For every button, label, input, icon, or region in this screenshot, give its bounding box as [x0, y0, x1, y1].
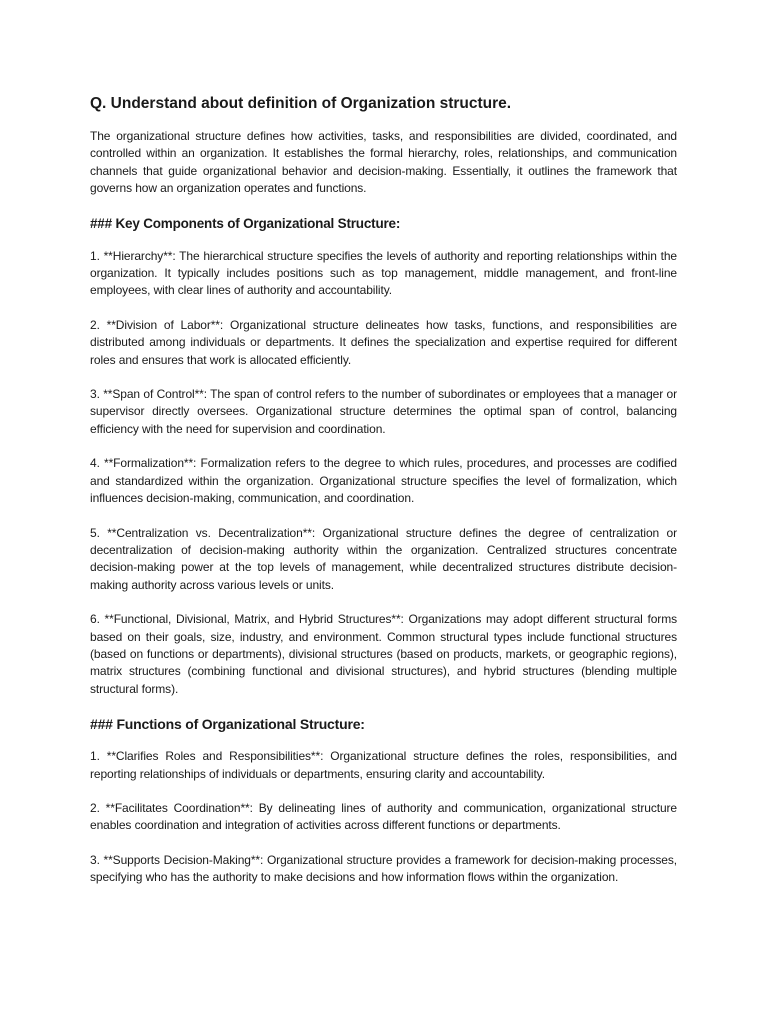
page-title: Q. Understand about definition of Organization structure.	[90, 95, 512, 112]
key-component-item-formalization: 4. **Formalization**: Formalization refers to the degree to which rules, procedures, and processes are codified and standardized within the organization. Organizational structure specifies the level of formalization, which influences decision-making, communication, and coordination.	[90, 456, 677, 506]
key-components-heading: ### Key Components of Organizational Structure:	[90, 215, 401, 231]
key-component-item-structure-types: 6. **Functional, Divisional, Matrix, and Hybrid Structures**: Organizations may adopt different structural forms based on their goals, size, industry, and environment. Common structural types include functional structures (based on functions or departments), divisional structures (based on products, markets, or geographic regions), matrix structures (combining functional and divisional structures), and hybrid structures (blending multiple structural forms).	[90, 612, 677, 696]
key-component-item-hierarchy: 1. **Hierarchy**: The hierarchical structure specifies the levels of authority and reporting relationships within the organization. It typically includes positions such as top management, middle management, and front-line employees, with clear lines of authority and accountability.	[90, 248, 677, 298]
function-item-facilitates-coordination: 2. **Facilitates Coordination**: By delineating lines of authority and communication, organizational structure enables coordination and integration of activities across different functions or departments.	[90, 800, 677, 833]
key-component-item-division-of-labor: 2. **Division of Labor**: Organizational structure delineates how tasks, functions, and responsibilities are distributed among individuals or departments. It defines the specialization and expertise required for different roles and ensures that work is allocated efficiently.	[90, 317, 677, 367]
functions-heading: ### Functions of Organizational Structure:	[90, 716, 365, 733]
function-item-supports-decision-making: 3. **Supports Decision-Making**: Organizational structure provides a framework for decision-making processes, specifying who has the authority to make decisions and how information flows within the organization.	[90, 852, 677, 885]
document-page	[90, 94, 677, 904]
key-component-item-span-of-control: 3. **Span of Control**: The span of control refers to the number of subordinates or employees that a manager or supervisor directly oversees. Organizational structure determines the optimal span of control, balancing efficiency with the need for supervision and coordination.	[90, 387, 677, 436]
function-item-clarifies-roles: 1. **Clarifies Roles and Responsibilities**: Organizational structure defines the roles, responsibilities, and reporting relationships of individuals or departments, ensuring clarity and accountability.	[90, 749, 677, 781]
key-component-item-centralization: 5. **Centralization vs. Decentralization**: Organizational structure defines the degree of centralization or decentralization of decision-making authority within the organization. Centralized structures concentrate decision-making power at the top levels of management, while decentralized structures distribute decision-making authority across various levels or units.	[90, 525, 677, 592]
intro-paragraph: The organizational structure defines how activities, tasks, and responsibilities are divided, coordinated, and controlled within an organization. It establishes the formal hierarchy, roles, relationships, and communication channels that guide organizational behavior and decision-making. Essentially, it outlines the framework that governs how an organization operates and functions.	[90, 129, 677, 196]
